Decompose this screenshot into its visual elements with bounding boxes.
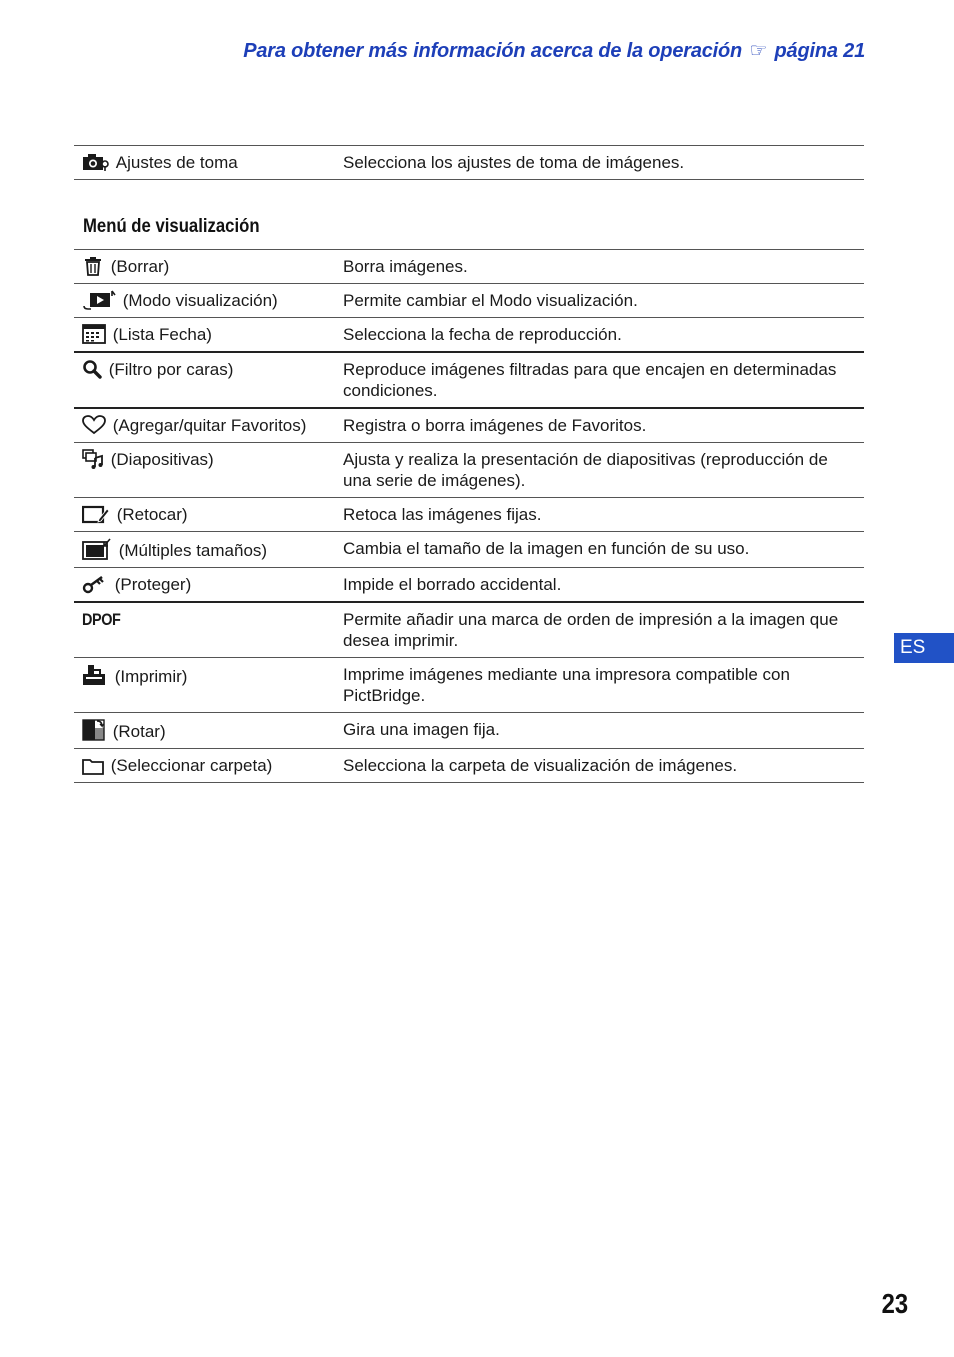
table-row <box>74 318 864 353</box>
row-description: Ajusta y realiza la presentación de diapositivas (reproducción de una serie de imágenes). <box>343 450 828 490</box>
row-label: (Rotar) <box>112 722 166 741</box>
viewing-menu-table <box>74 249 864 783</box>
dpof-icon: DPOF <box>82 610 121 629</box>
row-label: (Múltiples tamaños) <box>118 541 268 560</box>
folder-icon <box>82 757 104 775</box>
row-description: Gira una imagen fija. <box>343 720 500 739</box>
resize-icon <box>82 538 112 560</box>
table-row <box>74 658 864 713</box>
view-mode-icon <box>82 290 116 310</box>
retouch-icon <box>82 504 110 524</box>
table-row <box>74 749 864 783</box>
row-label: (Agregar/quitar Favoritos) <box>112 416 307 435</box>
table-row <box>74 602 864 658</box>
table-row <box>74 713 864 749</box>
page-reference-link[interactable]: página 21 <box>774 40 865 62</box>
row-label: (Lista Fecha) <box>112 325 212 344</box>
table-row <box>74 443 864 498</box>
section-title: Menú de visualización <box>83 216 260 237</box>
row-label: (Proteger) <box>114 575 192 594</box>
row-label: (Filtro por caras) <box>108 360 234 379</box>
key-icon <box>82 574 108 594</box>
row-description: Imprime imágenes mediante una impresora compatible con PictBridge. <box>343 665 790 705</box>
shooting-settings-table <box>74 145 864 180</box>
language-tab: ES <box>894 633 954 663</box>
trash-icon <box>82 256 104 276</box>
header-reference <box>243 38 865 63</box>
table-row <box>74 284 864 318</box>
page-number: 23 <box>881 1288 908 1319</box>
row-label: (Modo visualización) <box>122 291 278 310</box>
row-description: Reproduce imágenes filtradas para que encajen en determinadas condiciones. <box>343 360 837 400</box>
row-description: Cambia el tamaño de la imagen en función de su uso. <box>343 539 750 558</box>
row-label: (Borrar) <box>110 257 170 276</box>
row-description: Impide el borrado accidental. <box>343 575 562 594</box>
camera-settings-icon <box>82 152 110 172</box>
table-row <box>74 352 864 408</box>
row-label: (Retocar) <box>116 505 188 524</box>
row-description: Permite cambiar el Modo visualización. <box>343 291 638 310</box>
row-label: (Diapositivas) <box>110 450 214 469</box>
row-description: Selecciona la fecha de reproducción. <box>343 325 622 344</box>
row-description: Selecciona la carpeta de visualización de imágenes. <box>343 756 738 775</box>
table-row <box>74 408 864 443</box>
row-label: Ajustes de toma <box>115 153 238 172</box>
rotate-icon <box>82 719 106 741</box>
row-description: Selecciona los ajustes de toma de imágenes. <box>343 153 685 172</box>
calendar-icon <box>82 324 106 344</box>
header-text: Para obtener más información acerca de la operación <box>243 40 743 62</box>
table-row <box>74 498 864 532</box>
row-description: Borra imágenes. <box>343 257 468 276</box>
table-row <box>74 568 864 603</box>
pointing-hand-icon: ☞ <box>749 40 768 62</box>
table-row <box>74 146 864 180</box>
row-description: Permite añadir una marca de orden de impresión a la imagen que desea imprimir. <box>343 610 839 650</box>
heart-icon <box>82 415 106 435</box>
print-icon <box>82 664 108 686</box>
row-label: (Seleccionar carpeta) <box>110 756 273 775</box>
row-label: (Imprimir) <box>114 667 188 686</box>
magnifier-icon <box>82 359 102 379</box>
table-row <box>74 250 864 284</box>
table-row <box>74 532 864 568</box>
slideshow-icon <box>82 449 104 469</box>
row-description: Registra o borra imágenes de Favoritos. <box>343 416 647 435</box>
row-description: Retoca las imágenes fijas. <box>343 505 542 524</box>
